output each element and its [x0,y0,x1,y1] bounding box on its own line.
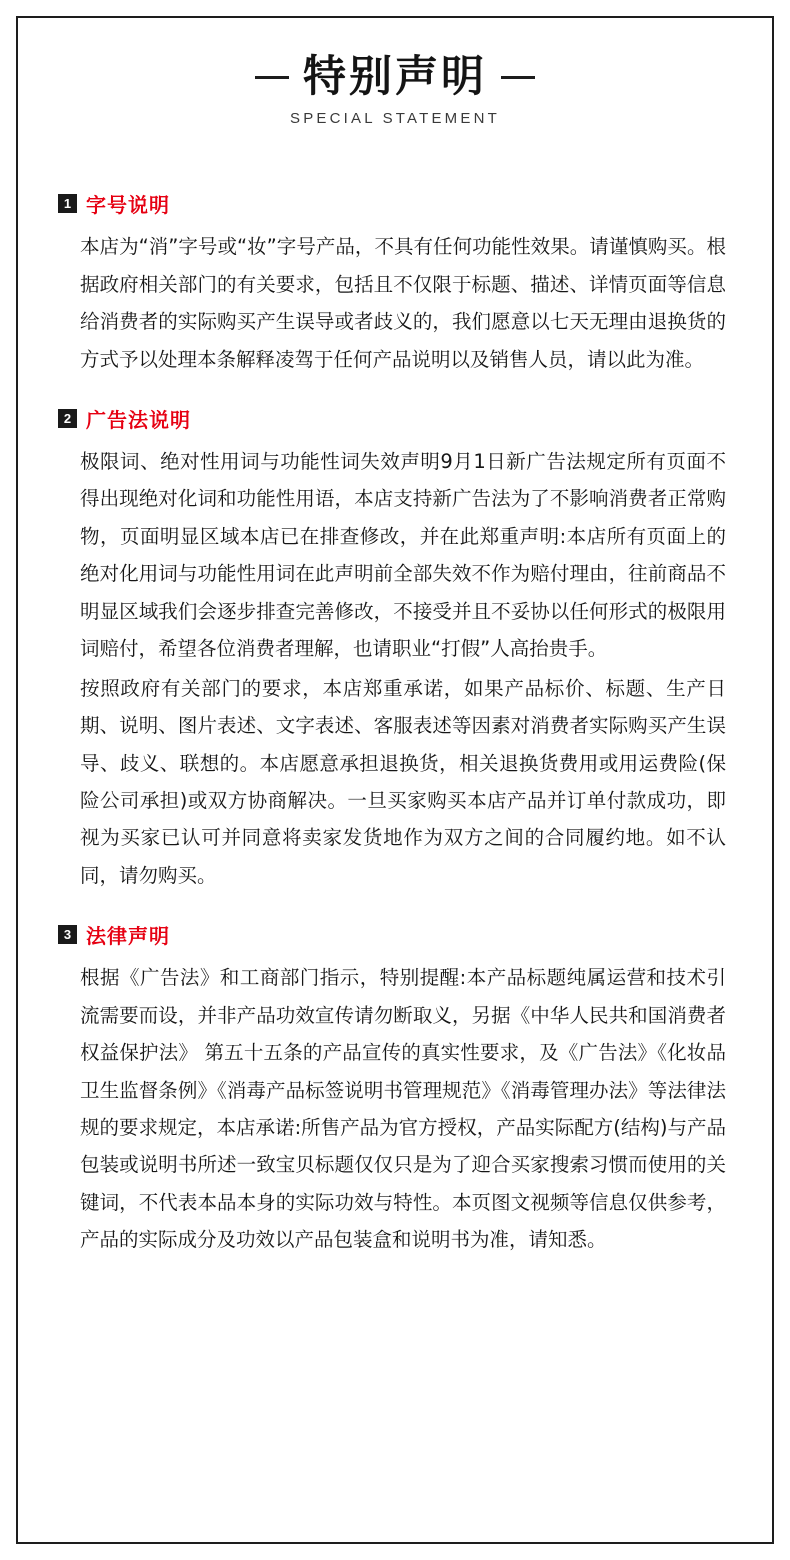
section-header [58,920,726,949]
statement-page [16,16,774,1544]
section-number-badge: 3 [58,925,77,944]
section-title: 法律声明 [86,924,170,949]
title-rule-left [255,76,289,79]
statement-content [18,189,772,1259]
section-title: 字号说明 [86,193,170,218]
title-rule-right [501,76,535,79]
section-font-number [58,189,726,378]
section-paragraph: 按照政府有关部门的要求，本店郑重承诺，如果产品标价、标题、生产日期、说明、图片表述、文字表述、客服表述等因素对消费者实际购买产生误导、歧义、联想的。本店愿意承担退换货，相关退换货费用或用运费险(保险公司承担)或双方协商解决。一旦买家购买本店产品并订单付款成功，即视为买家已认可并同意将卖家发货地作为双方之间的合同履约地。如不认同，请勿购买。 [80,676,726,887]
page-header [18,54,772,127]
section-header [58,189,726,218]
section-title: 广告法说明 [86,408,191,433]
section-number-badge: 1 [58,194,77,213]
page-title: 特别声明 [303,52,487,102]
section-number-badge: 2 [58,409,77,428]
section-ad-law [58,404,726,894]
section-legal [58,920,726,1259]
section-paragraph: 极限词、绝对性用词与功能性词失效声明9月1日新广告法规定所有页面不得出现绝对化词和功能性用语，本店支持新广告法为了不影响消费者正常购物，页面明显区域本店已在排查修改，并在此郑重声明:本店所有页面上的绝对化用词与功能性用词在此声明前全部失效不作为赔付理由，往前商品不明显区域我们会逐步排查完善修改，不接受并且不妥协以任何形式的极限用词赔付，希望各位消费者理解，也请职业“打假”人高抬贵手。 [80,450,726,661]
section-paragraph: 本店为“消”字号或“妆”字号产品，不具有任何功能性效果。请谨慎购买。根据政府相关部门的有关要求，包括且不仅限于标题、描述、详情页面等信息给消费者的实际购买产生误导或者歧义的，我们愿意以七天无理由退换货的方式予以处理本条解释凌驾于任何产品说明以及销售人员，请以此为准。 [80,235,726,371]
section-paragraph: 根据《广告法》和工商部门指示，特别提醒:本产品标题纯属运营和技术引流需要而设，并非产品功效宣传请勿断取义，另据《中华人民共和国消费者权益保护法》 第五十五条的产品宣传的真实性要求，及《广告法》《化妆品卫生监督条例》《消毒产品标签说明书管理规范》《消毒管理办法》等法律法规的要求规定，本店承诺:所售产品为官方授权，产品实际配方(结构)与产品包装或说明书所述一致宝贝标题仅仅只是为了迎合买家搜索习惯而使用的关键词，不代表本品本身的实际功效与特性。本页图文视频等信息仅供参考，产品的实际成分及功效以产品包装盒和说明书为准，请知悉。 [80,966,726,1252]
page-subtitle: SPECIAL STATEMENT [290,110,500,128]
title-row [18,54,772,101]
section-header [58,404,726,433]
